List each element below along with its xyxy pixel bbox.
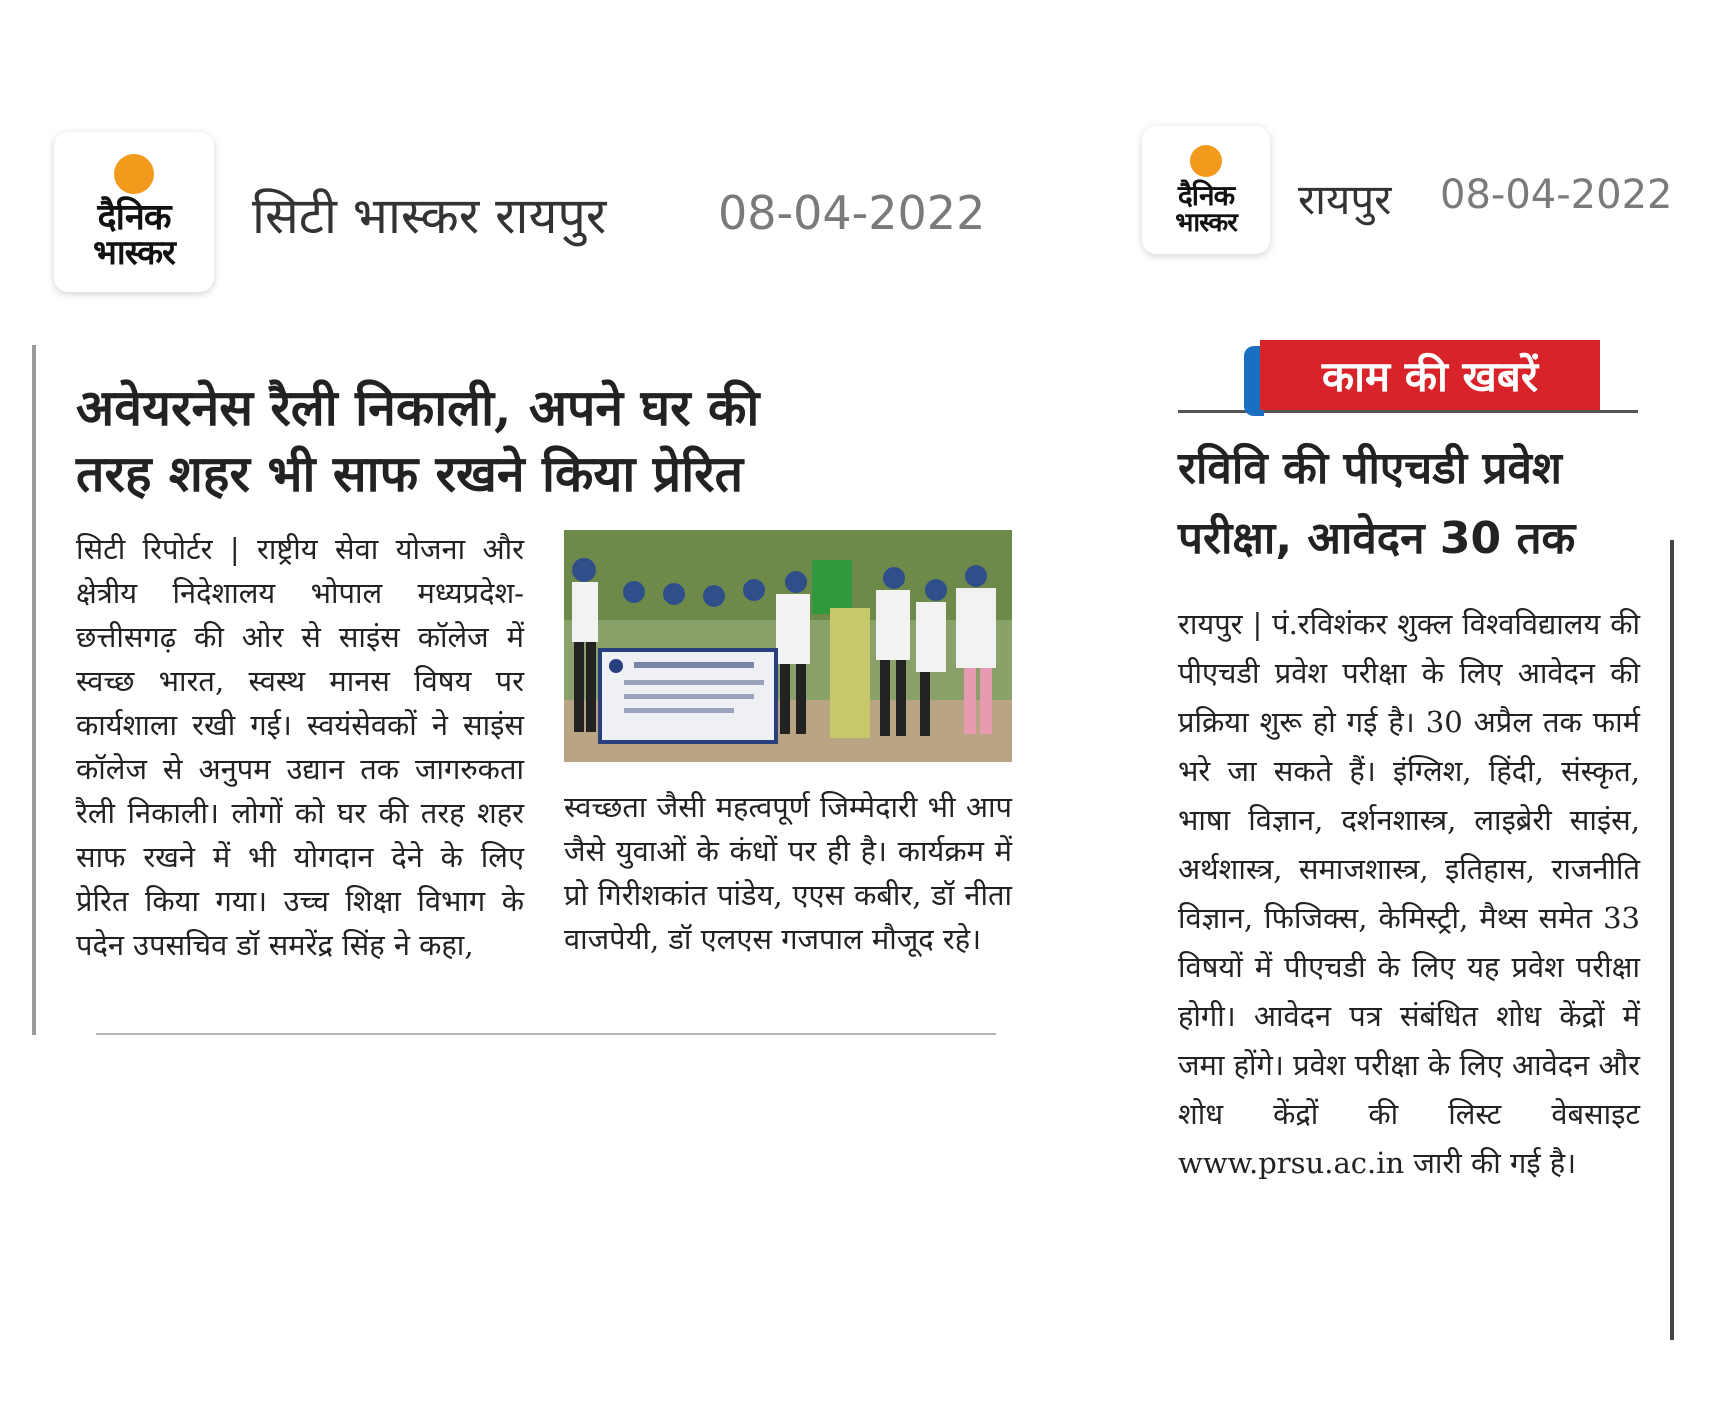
logo-line2: भास्कर — [1175, 207, 1237, 238]
section-label: काम की खबरें — [1260, 340, 1600, 410]
headline-line1: अवेयरनेस रैली निकाली, अपने घर की — [76, 378, 760, 437]
logo-sun-icon — [1190, 145, 1222, 177]
headline-line2: परीक्षा, आवेदन 30 तक — [1178, 513, 1576, 564]
logo-line2: भास्कर — [93, 233, 175, 273]
rally-photo — [564, 530, 1012, 762]
news-clipping-awareness-rally — [32, 345, 1046, 1035]
edition-date: 08-04-2022 — [718, 186, 986, 240]
edition-title: सिटी भास्कर रायपुर — [252, 187, 607, 245]
rally-photo-illustration — [564, 530, 1012, 762]
article-column-2: स्वच्छता जैसी महत्वपूर्ण जिम्मेदारी भी आप जैसे युवाओं के कंधों पर ही है। कार्यक्रम में प्रो गिरीशकांत पांडेय, एएस कबीर, डॉ नीता वाजपेयी, डॉ एलएस गजपाल मौजूद रहे। — [564, 790, 1012, 956]
dainik-bhaskar-logo-small — [1142, 126, 1270, 254]
logo-line1: दैनिक — [1177, 178, 1235, 212]
article-body: रायपुर | पं.रविशंकर शुक्ल विश्वविद्यालय की पीएचडी प्रवेश परीक्षा के लिए आवेदन की प्रक्रिया शुरू हो गई है। 30 अप्रैल तक फार्म भरे जा सकते हैं। इंग्लिश, हिंदी, संस्कृत, भाषा विज्ञान, दर्शनशास्त्र, लाइब्रेरी साइंस, अर्थशास्त्र, समाजशास्त्र, इतिहास, राजनीति विज्ञान, फिजिक्स, केमिस्ट्री, मैथ्स समेत 33 विषयों में पीएचडी के लिए यह प्रवेश परीक्षा होगी। आवेदन पत्र संबंधित शोध केंद्रों में जमा होंगे। प्रवेश परीक्षा के लिए आवेदन और शोध केंद्रों की लिस्ट वेबसाइट www.prsu.ac.in जारी की गई है। — [1178, 607, 1640, 1180]
headline-line1: रविवि की पीएचडी प्रवेश — [1178, 443, 1562, 494]
bottom-rule — [96, 1033, 996, 1035]
news-clipping-phd-exam — [1168, 300, 1688, 1370]
article-column-1: सिटी रिपोर्टर | राष्ट्रीय सेवा योजना और क्षेत्रीय निदेशालय भोपाल मध्यप्रदेश-छत्तीसगढ़ की ओर से साइंस कॉलेज में स्वच्छ भारत, स्वस्थ मानस विषय पर कार्यशाला रखी गई। स्वयंसेवकों ने साइंस कॉलेज से अनुपम उद्यान तक जागरुकता रैली निकाली। लोगों को घर की तरह शहर साफ रखने में भी योगदान देने के लिए प्रेरित किया गया। उच्च शिक्षा विभाग के पदेन उपसचिव डॉ समरेंद्र सिंह ने कहा, — [76, 532, 524, 962]
right-edge-rule — [1670, 540, 1674, 1340]
dainik-bhaskar-logo — [54, 132, 214, 292]
headline-line2: तरह शहर भी साफ रखने किया प्रेरित — [76, 444, 744, 503]
logo-sun-icon — [114, 154, 154, 194]
logo-line1: दैनिक — [97, 197, 171, 238]
edition-date: 08-04-2022 — [1440, 172, 1673, 218]
edition-title: रायपुर — [1298, 175, 1392, 224]
